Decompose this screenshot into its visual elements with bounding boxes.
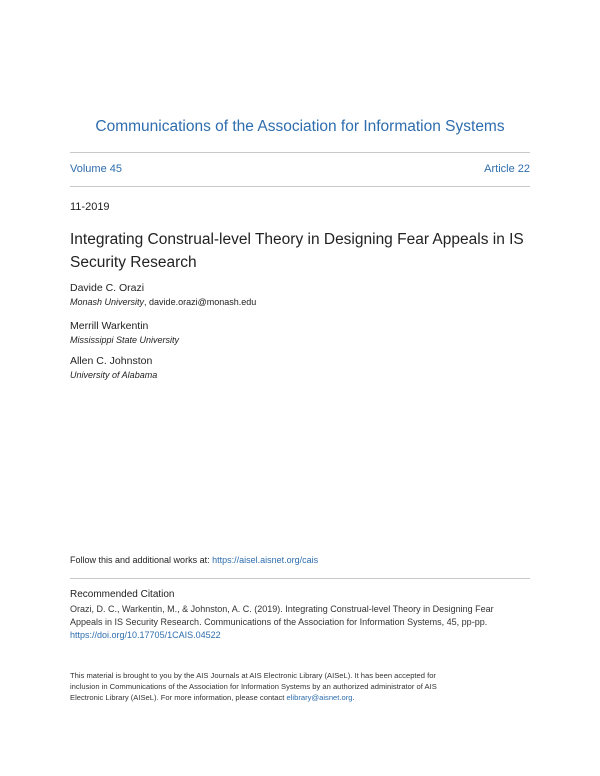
divider	[70, 578, 530, 579]
author-affiliation: University of Alabama	[70, 370, 158, 380]
paper-title-line: Security Research	[70, 254, 197, 271]
author-block	[70, 354, 530, 382]
notice-line	[70, 692, 540, 703]
library-notice	[70, 670, 540, 703]
repository-link[interactable]: https://aisel.aisnet.org/cais	[212, 555, 319, 565]
paper-title[interactable]	[70, 228, 530, 274]
doi-link[interactable]: https://doi.org/10.17705/1CAIS.04522	[70, 630, 221, 640]
notice-line: inclusion in Communications of the Association for Information Systems by an authorized administrator of AIS	[70, 682, 437, 691]
publication-date: 11-2019	[70, 201, 110, 213]
comma: ,	[144, 297, 150, 307]
paper-title-line: Integrating Construal-level Theory in Designing Fear Appeals in IS	[70, 231, 524, 248]
affiliation-text: Monash University	[70, 297, 145, 307]
author-block	[70, 319, 530, 347]
citation-line: Orazi, D. C., Warkentin, M., & Johnston, A. C. (2019). Integrating Construal-level Theory in Designing Fear	[70, 604, 494, 614]
follow-line	[70, 555, 318, 565]
author-block	[70, 281, 530, 309]
author-affiliation: Mississippi State University	[70, 335, 180, 345]
divider	[70, 152, 530, 153]
author-affiliation	[70, 295, 530, 309]
author-name: Merrill Warkentin	[70, 320, 149, 332]
notice-line: This material is brought to you by the AIS Journals at AIS Electronic Library (AISeL). It has been accepted for	[70, 671, 436, 680]
contact-email-link[interactable]: elibrary@aisnet.org	[286, 693, 353, 702]
citation-text	[70, 603, 540, 642]
volume-link[interactable]: Volume 45	[70, 163, 122, 175]
journal-title[interactable]: Communications of the Association for Information Systems	[95, 118, 505, 135]
notice-text: Electronic Library (AISeL). For more information, please contact	[70, 693, 287, 702]
author-name: Allen C. Johnston	[70, 355, 153, 367]
divider	[70, 186, 530, 187]
notice-end: .	[352, 693, 355, 702]
author-name: Davide C. Orazi	[70, 282, 145, 294]
citation-line: Appeals in IS Security Research. Communications of the Association for Information Systems, 45, pp-pp.	[70, 617, 488, 627]
follow-text: Follow this and additional works at:	[70, 555, 213, 565]
cover-page	[70, 0, 530, 776]
recommended-citation-heading: Recommended Citation	[70, 589, 175, 600]
article-link[interactable]: Article 22	[484, 163, 530, 175]
volume-row	[70, 163, 530, 175]
author-email[interactable]: davide.orazi@monash.edu	[149, 297, 257, 307]
